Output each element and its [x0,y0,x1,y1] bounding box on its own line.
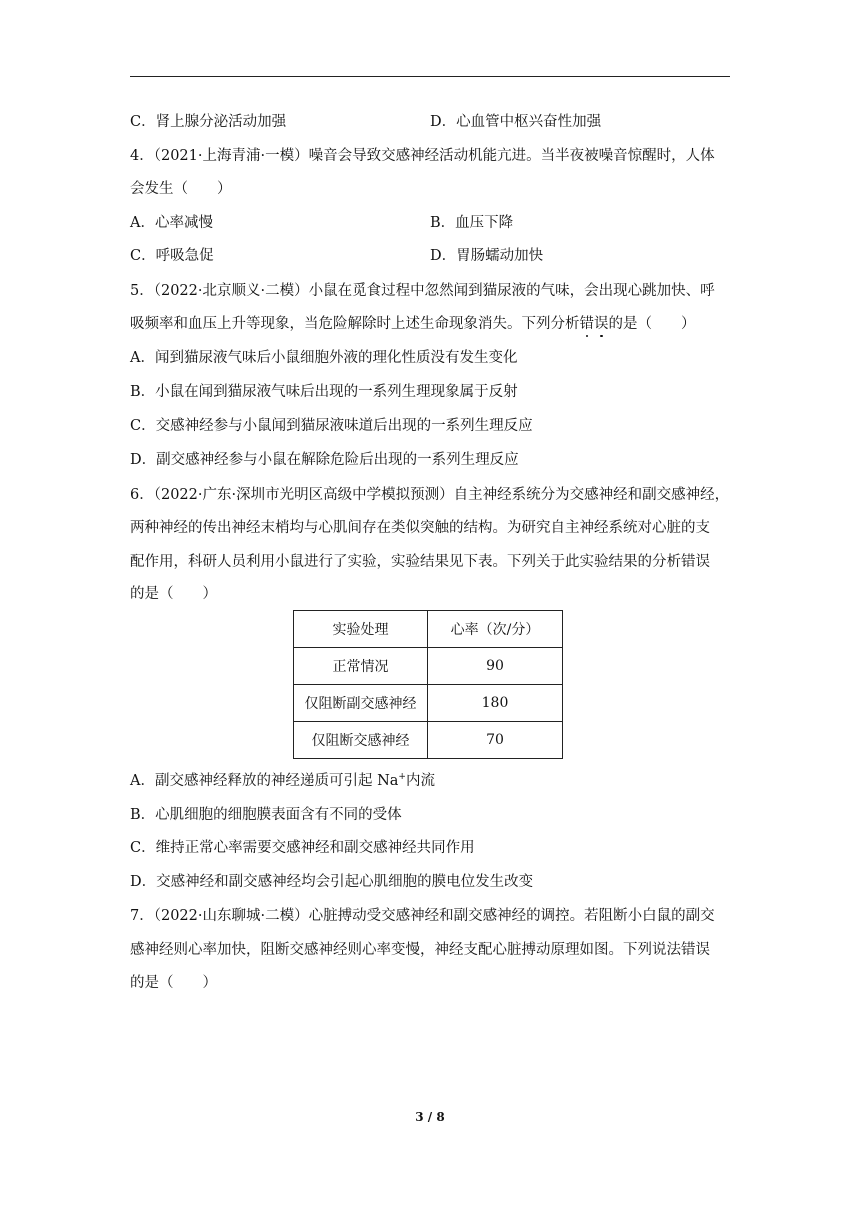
table-header-cell: 实验处理 [294,611,428,648]
q6-stem-line2: 两种神经的传出神经末梢均与心肌间存在类似突触的结构。为研究自主神经系统对心脏的支 [130,520,710,536]
q5-option-a: A．闻到猫尿液气味后小鼠细胞外液的理化性质没有发生变化 [130,350,518,366]
q3-option-d: D．心血管中枢兴奋性加强 [430,114,602,130]
q6-stem-line3: 配作用，科研人员利用小鼠进行了实验，实验结果见下表。下列关于此实验结果的分析错误 [130,554,710,570]
table-cell-heart-rate: 90 [428,648,563,685]
q5-stem-line1: 5．（2022·北京顺义·二模）小鼠在觅食过程中忽然闻到猫尿液的气味，会出现心跳加快、呼 [130,283,715,299]
table-row [294,722,563,759]
q5-emphasis-wu: 误 [594,316,609,332]
q6-option-a [130,771,435,791]
table-header-cell: 心率（次/分） [428,611,563,648]
table-header-row [294,611,563,648]
q4-option-d: D．胃肠蠕动加快 [430,248,544,264]
page-number: 3 / 8 [415,1110,445,1124]
table-row [294,685,563,722]
q6-option-a-post: 内流 [405,773,435,789]
q5-option-b: B．小鼠在闻到猫尿液气味后出现的一系列生理现象属于反射 [130,384,518,400]
table-cell-treatment: 正常情况 [294,648,428,685]
table-cell-heart-rate: 70 [428,722,563,759]
q5-option-d: D．副交感神经参与小鼠在解除危险后出现的一系列生理反应 [130,452,519,468]
q6-option-c: C．维持正常心率需要交感神经和副交感神经共同作用 [130,840,475,856]
table-row [294,648,563,685]
q6-option-d: D．交感神经和副交感神经均会引起心肌细胞的膜电位发生改变 [130,874,534,890]
header-rule [130,76,730,77]
table-cell-treatment: 仅阻断交感神经 [294,722,428,759]
q3-option-c: C．肾上腺分泌活动加强 [130,114,287,130]
q7-stem-line1: 7．（2022·山东聊城·二模）心脏搏动受交感神经和副交感神经的调控。若阻断小白鼠的副交 [130,908,715,924]
q4-option-b: B．血压下降 [430,215,514,231]
q5-emphasis-cuo: 错 [579,316,594,332]
q6-option-b: B．心肌细胞的细胞膜表面含有不同的受体 [130,807,402,823]
q6-option-a-sup: + [398,772,406,783]
q4-stem-line2: 会发生（ ） [130,181,232,197]
q5-stem-line2-post: 的是（ ） [608,316,696,332]
q4-stem-line1: 4．（2021·上海青浦·一模）噪音会导致交感神经活动机能亢进。当半夜被噪音惊醒时，人体 [130,148,715,164]
q6-option-a-pre: A．副交感神经释放的神经递质可引起 Na [130,773,399,789]
q6-stem-line4: 的是（ ） [130,586,217,602]
q7-stem-line2: 感神经则心率加快，阻断交感神经则心率变慢，神经支配心脏搏动原理如图。下列说法错误 [130,942,710,958]
q5-stem-line2-pre: 吸频率和血压上升等现象，当危险解除时上述生命现象消失。下列分析 [130,316,580,332]
table-cell-treatment: 仅阻断副交感神经 [294,685,428,722]
q4-option-a: A．心率减慢 [130,215,213,231]
q4-option-c: C．呼吸急促 [130,248,214,264]
q7-stem-line3: 的是（ ） [130,975,217,991]
experiment-table [293,610,563,759]
q5-option-c: C．交感神经参与小鼠闻到猫尿液味道后出现的一系列生理反应 [130,418,533,434]
table-cell-heart-rate: 180 [428,685,563,722]
q6-stem-line1: 6．（2022·广东·深圳市光明区高级中学模拟预测）自主神经系统分为交感神经和副交感神经， [130,487,730,503]
q5-stem-line2 [130,314,696,334]
